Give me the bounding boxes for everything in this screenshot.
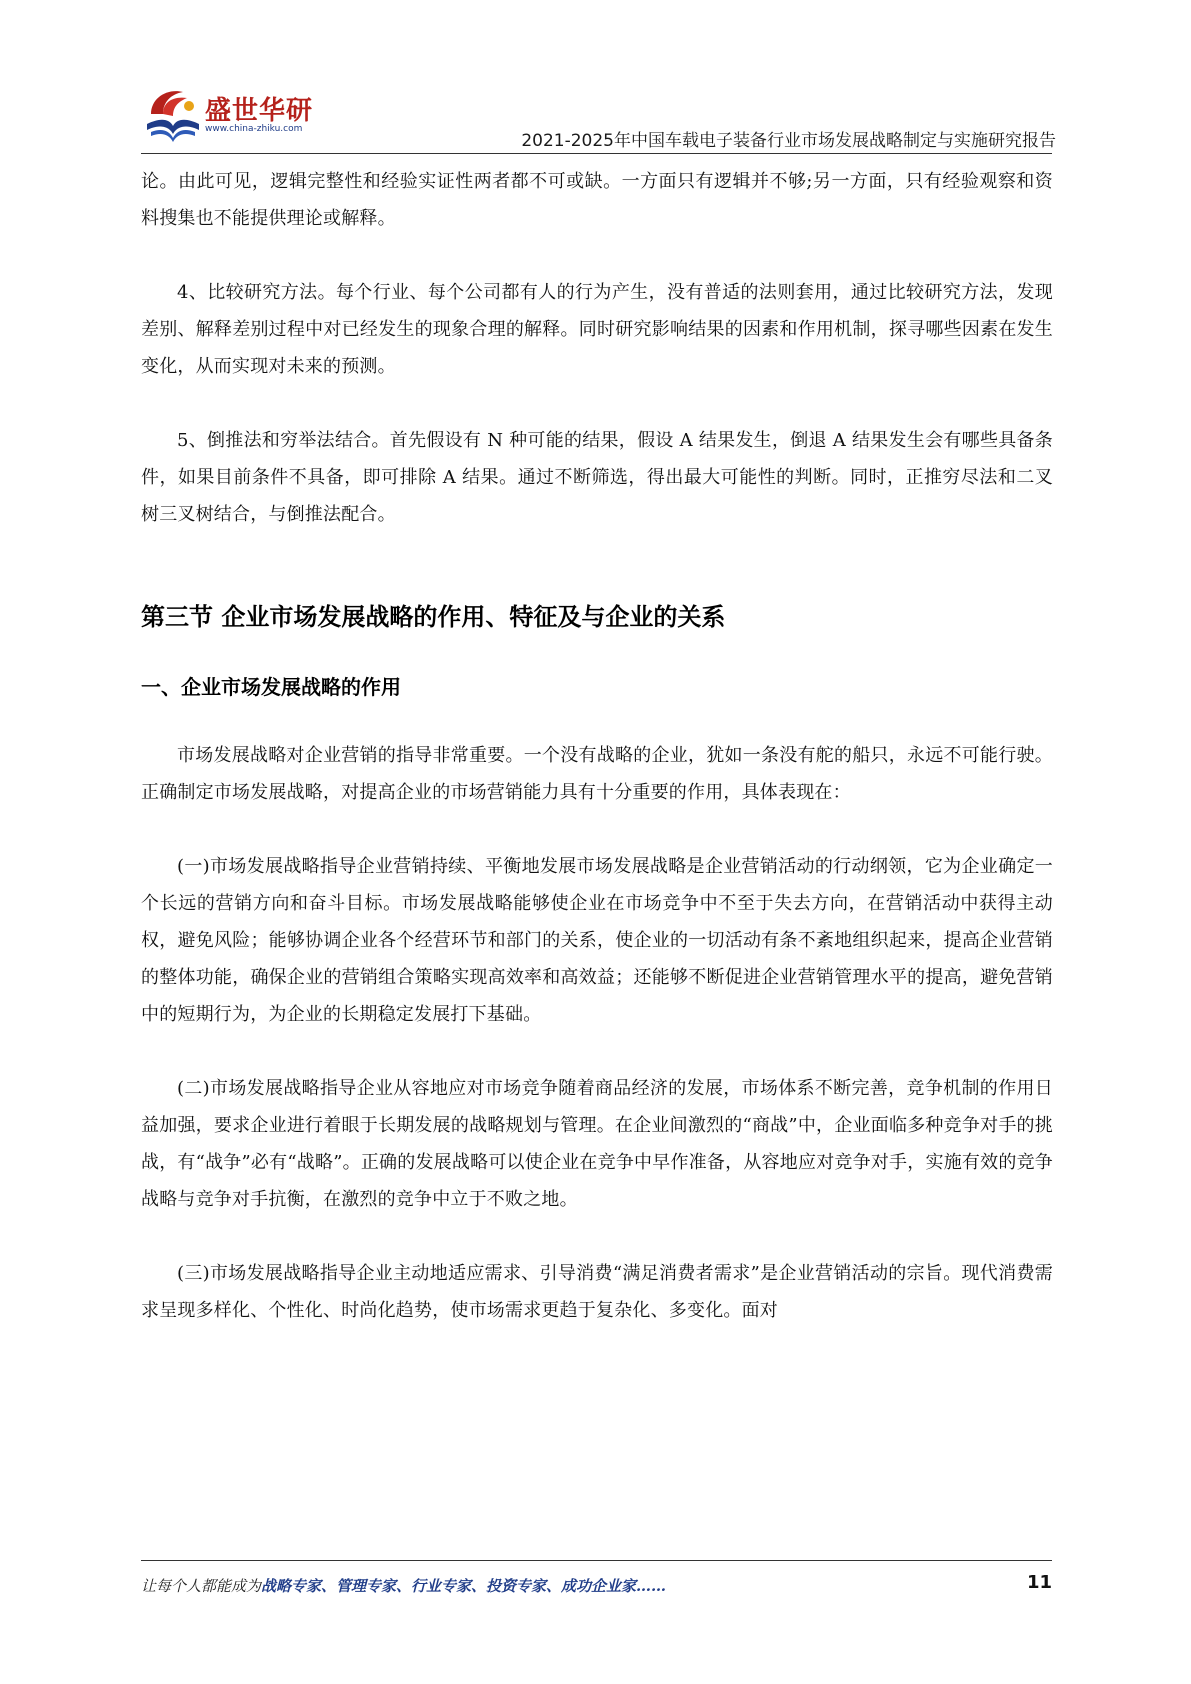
paragraph-point-1: (一)市场发展战略指导企业营销持续、平衡地发展市场发展战略是企业营销活动的行动纲领，它为企业确定一个长远的营销方向和奋斗目标。市场发展战略能够使企业在市场竞争中不至于失去方向，在营销活动中获得主动权，避免风险；能够协调企业各个经营环节和部门的关系，使企业的一切活动有条不紊地组织起来，提高企业营销的整体功能，确保企业的营销组合策略实现高效率和高效益；还能够不断促进企业营销管理水平的提高，避免营销中的短期行为，为企业的长期稳定发展打下基础。 (141, 856, 1053, 1025)
paragraph-point-2: (二)市场发展战略指导企业从容地应对市场竞争随着商品经济的发展，市场体系不断完善，竞争机制的作用日益加强，要求企业进行着眼于长期发展的战略规划与管理。在企业间激烈的“商战”中，企业面临多种竞争对手的挑战，有“战争”必有“战略”。正确的发展战略可以使企业在竞争中早作准备，从容地应对竞争对手，实施有效的竞争战略与竞争对手抗衡，在激烈的竞争中立于不败之地。 (141, 1078, 1053, 1210)
paragraph-method-4: 4、比较研究方法。每个行业、每个公司都有人的行为产生，没有普适的法则套用，通过比较研究方法，发现差别、解释差别过程中对已经发生的现象合理的解释。同时研究影响结果的因素和作用机制，探寻哪些因素在发生变化，从而实现对未来的预测。 (141, 282, 1053, 377)
company-logo (143, 84, 313, 148)
page-number: 11 (1026, 1572, 1052, 1593)
slogan-prefix: 让每个人都能成为 (141, 1577, 262, 1595)
paragraph-continued: 论。由此可见，逻辑完整性和经验实证性两者都不可或缺。一方面只有逻辑并不够;另一方面，只有经验观察和资料搜集也不能提供理论或解释。 (141, 171, 1053, 229)
report-title: 2021-2025年中国车载电子装备行业市场发展战略制定与实施研究报告 (521, 131, 1056, 151)
header-divider (141, 153, 1052, 154)
footer-slogan (141, 1575, 666, 1596)
page-content (141, 163, 1053, 1329)
logo-emblem-icon (143, 84, 203, 144)
paragraph-intro: 市场发展战略对企业营销的指导非常重要。一个没有战略的企业，犹如一条没有舵的船只，永远不可能行驶。正确制定市场发展战略，对提高企业的市场营销能力具有十分重要的作用，具体表现在： (141, 745, 1053, 803)
footer-divider (141, 1560, 1052, 1561)
paragraph-point-3: (三)市场发展战略指导企业主动地适应需求、引导消费“满足消费者需求”是企业营销活动的宗旨。现代消费需求呈现多样化、个性化、时尚化趋势，使市场需求更趋于复杂化、多变化。面对 (141, 1263, 1053, 1321)
paragraph-method-5: 5、倒推法和穷举法结合。首先假设有 N 种可能的结果，假设 A 结果发生，倒退 A 结果发生会有哪些具备条件，如果目前条件不具备，即可排除 A 结果。通过不断筛选，得出最大可能性的判断。同时，正推穷尽法和二叉树三叉树结合，与倒推法配合。 (141, 430, 1053, 525)
logo-name: 盛世华研 (205, 96, 314, 126)
slogan-roles: 战略专家、管理专家、行业专家、投资专家、成功企业家…… (261, 1577, 667, 1595)
section-title: 第三节 企业市场发展战略的作用、特征及与企业的关系 (141, 603, 726, 631)
sub-title: 一、企业市场发展战略的作用 (141, 675, 401, 699)
logo-url: www.china-zhiku.com (205, 124, 303, 134)
